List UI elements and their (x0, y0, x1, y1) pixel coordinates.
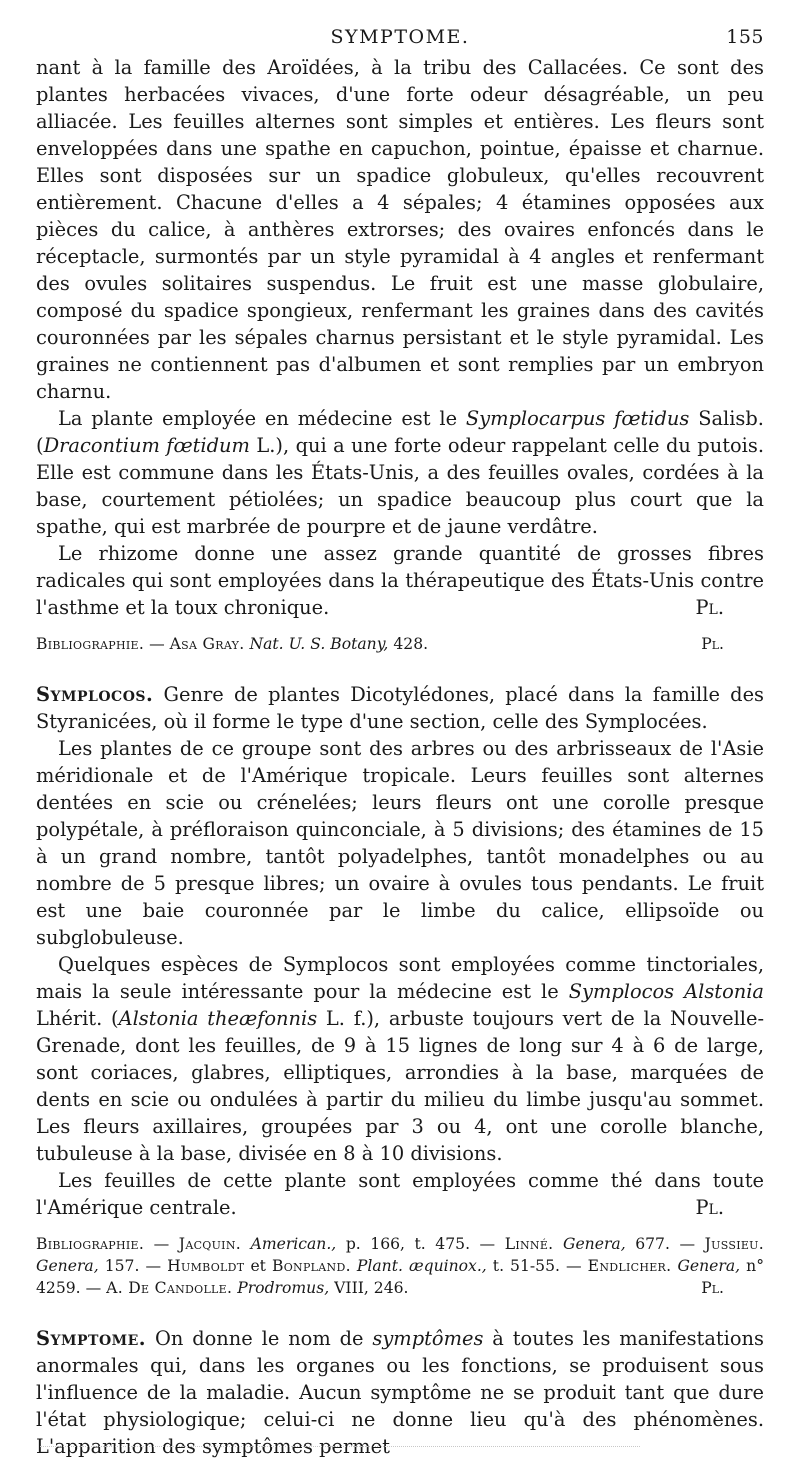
text-run: 157. — (98, 1257, 168, 1275)
biblio-work: Genera, (563, 1235, 626, 1253)
text-run: Les feuilles de cette plante sont employées comme thé dans toute l'Amérique centrale. (36, 1169, 764, 1219)
text-run: à toutes les manifestations anormales qui, dans les organes ou les fonctions, se produisent sous l'influence de la maladie. Aucun symptôme ne se produit tant que dure l'état physiologique; celui-ci ne donne lieu qu'à des phénomènes. L'apparition des symptômes permet (36, 1327, 764, 1458)
author-signature: Pl. (701, 635, 724, 653)
text-run: VIII, 246. (329, 1279, 409, 1297)
text-run: Quelques espèces de Symplocos sont employées comme tinctoriales, mais la seule intéressante pour la médecine est le (36, 953, 764, 1003)
biblio-author: Humboldt (167, 1257, 245, 1275)
paragraph (36, 1167, 764, 1221)
italic-term: Dracontium fœtidum (43, 434, 250, 457)
author-signature: Pl. (695, 1196, 724, 1219)
entry-paragraph (36, 681, 764, 735)
text-run: Genre de plantes Dicotylédones, placé dans la famille des Styranicées, où il forme le type d'une section, celle des Symplocées. (36, 683, 764, 733)
bibliography: Bibliographie. — Jacquin. American., p. 166, t. 475. — Linné. Genera, 677. — Jussieu. Genera, 157. — Humboldt et Bonpland. Plant. æquinox., t. 51-55. — Endlicher. Genera, n° 4259. — A. De Candolle. Prodromus, VIII, 246. Pl. (36, 1235, 764, 1297)
text-run: L.), qui a une forte odeur rappelant celle du putois. Elle est commune dans les États-Unis, a des feuilles ovales, cordées à la base, courtement pétiolées; un spadice beaucoup plus court que la spathe, qui est marbrée de pourpre et de jaune verdâtre. (36, 434, 764, 538)
author-signature: Pl. (701, 1279, 724, 1297)
paragraph (36, 951, 764, 1167)
biblio-label: Bibliographie. (36, 1235, 145, 1253)
italic-term: Symplocos Alstonia (568, 980, 764, 1003)
text-run: p. 166, t. 475. — (336, 1235, 505, 1253)
paragraph: Les plantes de ce groupe sont des arbres ou des arbrisseaux de l'Asie méridionale et de l'Amérique tropicale. Leurs feuilles sont alternes dentées en scie ou crénelées; leurs fleurs ont une corolle presque polypétale, à préfloraison quinconciale, à 5 divisions; des étamines de 15 à un grand nombre, tantôt polyadelphes, tantôt monadelphes ou au nombre de 5 presque libres; un ovaire à ovules tous pendants. Le fruit est une baie couronnée par le limbe du calice, ellipsoïde ou subglobuleuse. (36, 737, 764, 949)
text-run: — (144, 635, 170, 653)
running-header (36, 26, 764, 54)
scan-noise-line (40, 1446, 640, 1447)
biblio-work: Genera, (677, 1257, 741, 1275)
page-number: 155 (726, 26, 764, 48)
entry-heading: Symplocos. (36, 683, 154, 706)
paragraph: nant à la famille des Aroïdées, à la tribu des Callacées. Ce sont des plantes herbacées vivaces, d'une forte odeur désagréable, un peu alliacée. Les feuilles alternes sont simples et entières. Les fleurs sont enveloppées dans une spathe en capuchon, pointue, épaisse et charnue. Elles sont disposées sur un spadice globuleux, qu'elles recouvrent entièrement. Chacune d'elles a 4 sépales; 4 étamines opposées aux pièces du calice, à anthères extrorses; des ovaires enfoncés dans le réceptacle, surmontés par un style pyramidal à 4 angles et renfermant des ovules solitaires suspendus. Le fruit est une masse globulaire, composé du spadice spongieux, renfermant les graines dans des cavités couronnées par les sépales charnus persistant et le style pyramidal. Les graines ne contiennent pas d'albumen et sont remplies par un embryon charnu. (36, 56, 764, 403)
author-signature: Pl. (695, 596, 724, 619)
biblio-author: Endlicher. (587, 1257, 672, 1275)
biblio-work: American., (250, 1235, 337, 1253)
entry-paragraph (36, 1325, 764, 1460)
text-run: 428. (388, 635, 429, 653)
biblio-author: A. De Candolle. (106, 1279, 233, 1297)
italic-term: symptômes (372, 1327, 484, 1350)
biblio-work: Prodromus, (237, 1279, 330, 1297)
biblio-label: Bibliographie. (36, 635, 145, 653)
text-run: On donne le nom de (146, 1327, 373, 1350)
paragraph (36, 540, 764, 621)
text-run: 677. — (625, 1235, 705, 1253)
biblio-author: Asa Gray. (169, 635, 245, 653)
entry-gap (36, 655, 764, 681)
page (36, 26, 764, 1460)
biblio-author: Bonpland. (271, 1257, 351, 1275)
biblio-author: Linné. (504, 1235, 554, 1253)
entry-gap (36, 1299, 764, 1325)
text-run: Le rhizome donne une assez grande quantité de grosses fibres radicales qui sont employées dans la thérapeutique des États-Unis contre l'asthme et la toux chronique. (36, 542, 764, 619)
biblio-work: Plant. æquinox., (356, 1257, 487, 1275)
text-run: L. f.), arbuste toujours vert de la Nouvelle-Grenade, dont les feuilles, de 9 à 15 lignes de long sur 4 à 6 de large, sont coriaces, glabres, elliptiques, arrondies à la base, marquées de dents en scie ou ondulées à partir du milieu du limbe jusqu'au sommet. Les fleurs axillaires, groupées par 3 ou 4, ont une corolle blanche, tubuleuse à la base, divisée en 8 à 10 divisions. (36, 1007, 765, 1165)
text-run: n° 4259. — (36, 1257, 764, 1297)
paragraph (36, 405, 764, 540)
biblio-work: Genera, (36, 1257, 99, 1275)
text-run: Salisb. ( (36, 407, 764, 457)
italic-term: Symplocarpus fœtidus (465, 407, 690, 430)
running-title: SYMPTOME. (330, 26, 470, 48)
text-run: t. 51-55. — (486, 1257, 588, 1275)
biblio-author: Jussieu. (704, 1235, 764, 1253)
biblio-author: Jacquin. (178, 1235, 242, 1253)
text-run: La plante employée en médecine est le (58, 407, 466, 430)
italic-term: Alstonia theæfonnis (118, 1007, 318, 1030)
text-run: et (244, 1257, 272, 1275)
text-run: Lhérit. ( (36, 1007, 119, 1030)
entry-heading: Symptome. (36, 1327, 147, 1350)
bibliography (36, 633, 764, 655)
biblio-work: Nat. U. S. Botany, (249, 635, 389, 653)
